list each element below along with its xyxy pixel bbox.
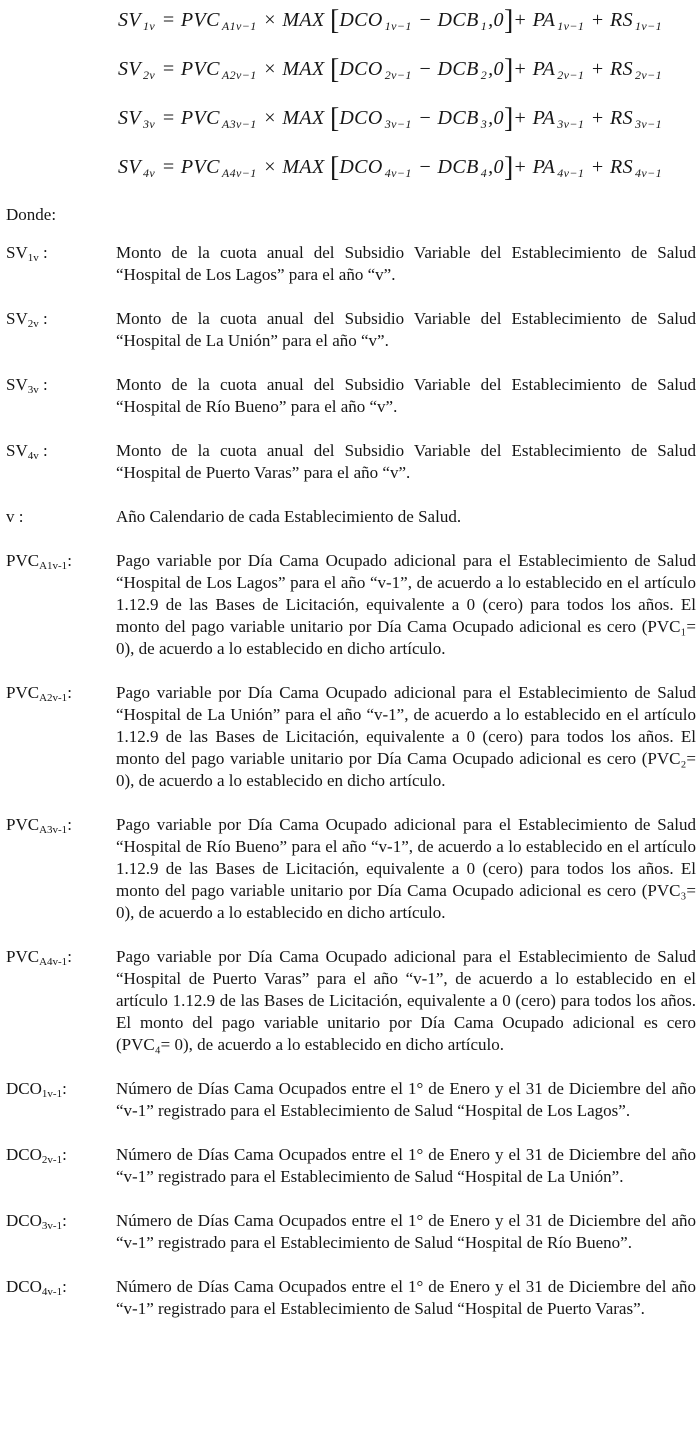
definition-description: Pago variable por Día Cama Ocupado adicional para el Establecimiento de Salud “Hospital de Río Bueno” para el año “v-1”, de acuerdo a lo establecido en el artículo 1.12.9 de las Bases de Licitación, equivalente a 0 (cero) para todos los años. El monto del pago variable unitario por Día Cama Ocupado adicional es cero (PVC₃= 0), de acuerdo a lo establecido en dicho artículo. xyxy=(116,815,696,922)
equation-bracket: [ xyxy=(330,5,340,36)
definition-term-colon: : xyxy=(38,243,48,262)
definition-term xyxy=(6,308,116,352)
equation-token: × MAX xyxy=(257,156,331,178)
equation-token: PVC xyxy=(180,9,220,31)
definition-term-subscript: 4v-1 xyxy=(41,1286,63,1298)
equation-token: SV xyxy=(118,58,142,80)
definition-term xyxy=(6,242,116,286)
equation-bracket: ] xyxy=(503,5,514,36)
definition-term xyxy=(6,374,116,418)
equation-token: DCO xyxy=(339,58,383,80)
equation-token: RS xyxy=(609,156,633,178)
definition-item-dco-2v-1 xyxy=(6,1144,696,1188)
definition-term-colon: : xyxy=(67,947,72,966)
equation-bracket: ] xyxy=(503,103,514,134)
equation-token: SV xyxy=(118,107,142,129)
equation-subscript: A2v−1 xyxy=(221,68,257,82)
equation-subscript: A3v−1 xyxy=(221,117,257,131)
definition-item-sv4v xyxy=(6,440,696,484)
equation-subscript: A1v−1 xyxy=(221,19,257,33)
equation-bracket: [ xyxy=(330,54,340,85)
equation-subscript: 3v−1 xyxy=(634,117,663,131)
equation-token: SV xyxy=(118,156,142,178)
equation-subscript: 4 xyxy=(480,166,488,180)
definition-term-subscript: A2v-1 xyxy=(39,692,68,704)
definition-term-subscript: 3v xyxy=(27,384,39,396)
equation-subscript: 2v−1 xyxy=(384,68,412,82)
definition-description: Número de Días Cama Ocupados entre el 1° de Enero y el 31 de Diciembre del año “v-1” registrado para el Establecimiento de Salud “Hospital de Los Lagos”. xyxy=(116,1079,696,1120)
equation-token: ,0 xyxy=(488,107,504,129)
definition-item-dco-4v-1 xyxy=(6,1276,696,1320)
equation-token: DCO xyxy=(339,107,383,129)
equation-token: = xyxy=(156,156,181,178)
definition-term-subscript: 1v-1 xyxy=(41,1088,63,1100)
definition-term-colon: : xyxy=(38,309,48,328)
equation-token: − xyxy=(412,156,438,178)
definition-term-subscript: 1v xyxy=(27,252,39,264)
equation-sv2 xyxy=(118,54,696,85)
definition-description: Número de Días Cama Ocupados entre el 1° de Enero y el 31 de Diciembre del año “v-1” registrado para el Establecimiento de Salud “Hospital de Río Bueno”. xyxy=(116,1211,696,1252)
equation-subscript: 1v−1 xyxy=(384,19,412,33)
equation-token: + xyxy=(585,9,610,31)
definition-term-colon: : xyxy=(38,375,48,394)
definition-term-base: PVC xyxy=(6,683,40,702)
definition-term-subscript: 3v-1 xyxy=(41,1220,63,1232)
equation-token: ,0 xyxy=(488,58,504,80)
equation-token: RS xyxy=(609,107,633,129)
definition-term-base: v xyxy=(6,507,15,526)
definition-description: Monto de la cuota anual del Subsidio Variable del Establecimiento de Salud “Hospital de La Unión” para el año “v”. xyxy=(116,309,696,350)
equation-subscript: 4v−1 xyxy=(557,166,585,180)
equation-subscript: 2v xyxy=(143,68,156,82)
equation-subscript: 4v−1 xyxy=(634,166,663,180)
definition-term-base: DCO xyxy=(6,1145,42,1164)
equation-token: DCB xyxy=(437,107,479,129)
equation-token: + xyxy=(585,58,610,80)
definition-term xyxy=(6,814,116,924)
equation-subscript: 3v−1 xyxy=(557,117,585,131)
equation-subscript: 1v−1 xyxy=(634,19,663,33)
equation-bracket: ] xyxy=(503,54,514,85)
equation-token: RS xyxy=(609,9,633,31)
definition-term xyxy=(6,946,116,1056)
definition-item-pvc-a2v-1 xyxy=(6,682,696,792)
equation-token: = xyxy=(156,58,181,80)
definition-term-colon: : xyxy=(67,815,72,834)
equation-token: RS xyxy=(609,58,633,80)
equation-token: DCB xyxy=(437,9,479,31)
definition-term xyxy=(6,1210,116,1254)
definition-term-colon: : xyxy=(38,441,48,460)
equation-token: + xyxy=(585,156,610,178)
definition-term-subscript: 4v xyxy=(27,450,39,462)
definition-term-subscript: A4v-1 xyxy=(39,956,68,968)
definition-term-subscript: A3v-1 xyxy=(39,824,68,836)
definition-term-base: PVC xyxy=(6,947,40,966)
equation-subscript: 2v−1 xyxy=(557,68,585,82)
definition-term-base: DCO xyxy=(6,1079,42,1098)
definition-description: Número de Días Cama Ocupados entre el 1° de Enero y el 31 de Diciembre del año “v-1” registrado para el Establecimiento de Salud “Hospital de Puerto Varas”. xyxy=(116,1277,696,1318)
definition-item-v xyxy=(6,506,696,528)
definition-term-base: PVC xyxy=(6,815,40,834)
equation-token: DCO xyxy=(339,156,383,178)
definition-item-pvc-a1v-1 xyxy=(6,550,696,660)
definition-item-pvc-a4v-1 xyxy=(6,946,696,1056)
equation-subscript: 1 xyxy=(480,19,488,33)
definition-item-sv1v xyxy=(6,242,696,286)
equation-token: DCO xyxy=(339,9,383,31)
definition-term xyxy=(6,682,116,792)
equation-token: DCB xyxy=(437,156,479,178)
definition-description: Número de Días Cama Ocupados entre el 1° de Enero y el 31 de Diciembre del año “v-1” registrado para el Establecimiento de Salud “Hospital de La Unión”. xyxy=(116,1145,696,1186)
definition-term-base: PVC xyxy=(6,551,40,570)
equation-token: + xyxy=(513,9,533,31)
definition-term-colon: : xyxy=(67,551,72,570)
definition-description: Pago variable por Día Cama Ocupado adicional para el Establecimiento de Salud “Hospital de La Unión” para el año “v-1”, de acuerdo a lo establecido en el artículo 1.12.9 de las Bases de Licitación, equivalente a 0 (cero) para todos los años. El monto del pago variable unitario por Día Cama Ocupado adicional es cero (PVC₂= 0), de acuerdo a lo establecido en dicho artículo. xyxy=(116,683,696,790)
definition-term-subscript: 2v xyxy=(27,318,39,330)
definition-term-base: SV xyxy=(6,243,28,262)
equation-token: + xyxy=(513,107,533,129)
equation-bracket: [ xyxy=(330,152,340,183)
equation-token: PVC xyxy=(180,156,220,178)
equation-token: − xyxy=(412,9,438,31)
definition-item-dco-1v-1 xyxy=(6,1078,696,1122)
definition-term-base: SV xyxy=(6,375,28,394)
definition-term-colon: : xyxy=(14,507,24,526)
equation-token: − xyxy=(412,107,438,129)
equation-subscript: 3v−1 xyxy=(384,117,412,131)
equation-token: ,0 xyxy=(488,156,504,178)
definition-term-colon: : xyxy=(62,1211,67,1230)
definition-description: Monto de la cuota anual del Subsidio Variable del Establecimiento de Salud “Hospital de Los Lagos” para el año “v”. xyxy=(116,243,696,284)
equation-token: + xyxy=(585,107,610,129)
definition-term-colon: : xyxy=(62,1277,67,1296)
definition-term xyxy=(6,550,116,660)
definition-item-sv3v xyxy=(6,374,696,418)
definitions-list xyxy=(6,242,696,1320)
definition-term-base: DCO xyxy=(6,1277,42,1296)
definition-term-colon: : xyxy=(62,1079,67,1098)
definition-term-subscript: 2v-1 xyxy=(41,1154,63,1166)
equation-sv1 xyxy=(118,5,696,36)
definition-term-base: DCO xyxy=(6,1211,42,1230)
definition-description: Monto de la cuota anual del Subsidio Variable del Establecimiento de Salud “Hospital de Puerto Varas” para el año “v”. xyxy=(116,441,696,482)
equation-token: PA xyxy=(532,107,556,129)
equation-token: PVC xyxy=(180,58,220,80)
equation-token: SV xyxy=(118,9,142,31)
definition-term xyxy=(6,1078,116,1122)
definition-term-colon: : xyxy=(67,683,72,702)
definition-description: Pago variable por Día Cama Ocupado adicional para el Establecimiento de Salud “Hospital de Los Lagos” para el año “v-1”, de acuerdo a lo establecido en el artículo 1.12.9 de las Bases de Licitación, equivalente a 0 (cero) para todos los años. El monto del pago variable unitario por Día Cama Ocupado adicional es cero (PVC₁= 0), de acuerdo a lo establecido en dicho artículo. xyxy=(116,551,696,658)
definition-item-sv2v xyxy=(6,308,696,352)
equation-token: ,0 xyxy=(488,9,504,31)
equation-subscript: 3v xyxy=(143,117,156,131)
equation-token: PA xyxy=(532,58,556,80)
definition-term-subscript: A1v-1 xyxy=(39,560,68,572)
equation-subscript: 2v−1 xyxy=(634,68,663,82)
definition-term xyxy=(6,440,116,484)
definition-term-base: SV xyxy=(6,441,28,460)
definition-term-base: SV xyxy=(6,309,28,328)
equation-sv4 xyxy=(118,152,696,183)
equation-token: − xyxy=(412,58,438,80)
subsidy-variable-equations-block xyxy=(118,5,696,183)
definition-description: Año Calendario de cada Establecimiento de Salud. xyxy=(116,507,462,526)
equation-token: + xyxy=(513,58,533,80)
equation-sv3 xyxy=(118,103,696,134)
definition-term-colon: : xyxy=(62,1145,67,1164)
equation-token: × MAX xyxy=(257,9,331,31)
equation-bracket: [ xyxy=(330,103,340,134)
equation-token: = xyxy=(156,107,181,129)
equation-subscript: A4v−1 xyxy=(221,166,257,180)
equation-token: DCB xyxy=(437,58,479,80)
equation-token: + xyxy=(513,156,533,178)
equation-subscript: 1v−1 xyxy=(557,19,585,33)
equation-subscript: 4v xyxy=(143,166,156,180)
equation-subscript: 1v xyxy=(143,19,156,33)
definition-term xyxy=(6,506,116,528)
equation-bracket: ] xyxy=(503,152,514,183)
definition-item-dco-3v-1 xyxy=(6,1210,696,1254)
equation-token: × MAX xyxy=(257,58,331,80)
definition-description: Pago variable por Día Cama Ocupado adicional para el Establecimiento de Salud “Hospital de Puerto Varas” para el año “v-1”, de acuerdo a lo establecido en el artículo 1.12.9 de las Bases de Licitación, equivalente a 0 (cero) para todos los años. El monto del pago variable unitario por Día Cama Ocupado adicional es cero (PVC₄= 0), de acuerdo a lo establecido en dicho artículo. xyxy=(116,947,696,1054)
definition-item-pvc-a3v-1 xyxy=(6,814,696,924)
definition-term xyxy=(6,1144,116,1188)
equation-token: PA xyxy=(532,156,556,178)
equation-token: = xyxy=(156,9,181,31)
equation-subscript: 4v−1 xyxy=(384,166,412,180)
definition-term xyxy=(6,1276,116,1320)
equation-token: × MAX xyxy=(257,107,331,129)
equation-subscript: 2 xyxy=(480,68,488,82)
definition-description: Monto de la cuota anual del Subsidio Variable del Establecimiento de Salud “Hospital de Río Bueno” para el año “v”. xyxy=(116,375,696,416)
equation-token: PVC xyxy=(180,107,220,129)
equation-token: PA xyxy=(532,9,556,31)
equation-subscript: 3 xyxy=(480,117,488,131)
donde-label: Donde: xyxy=(6,205,57,224)
